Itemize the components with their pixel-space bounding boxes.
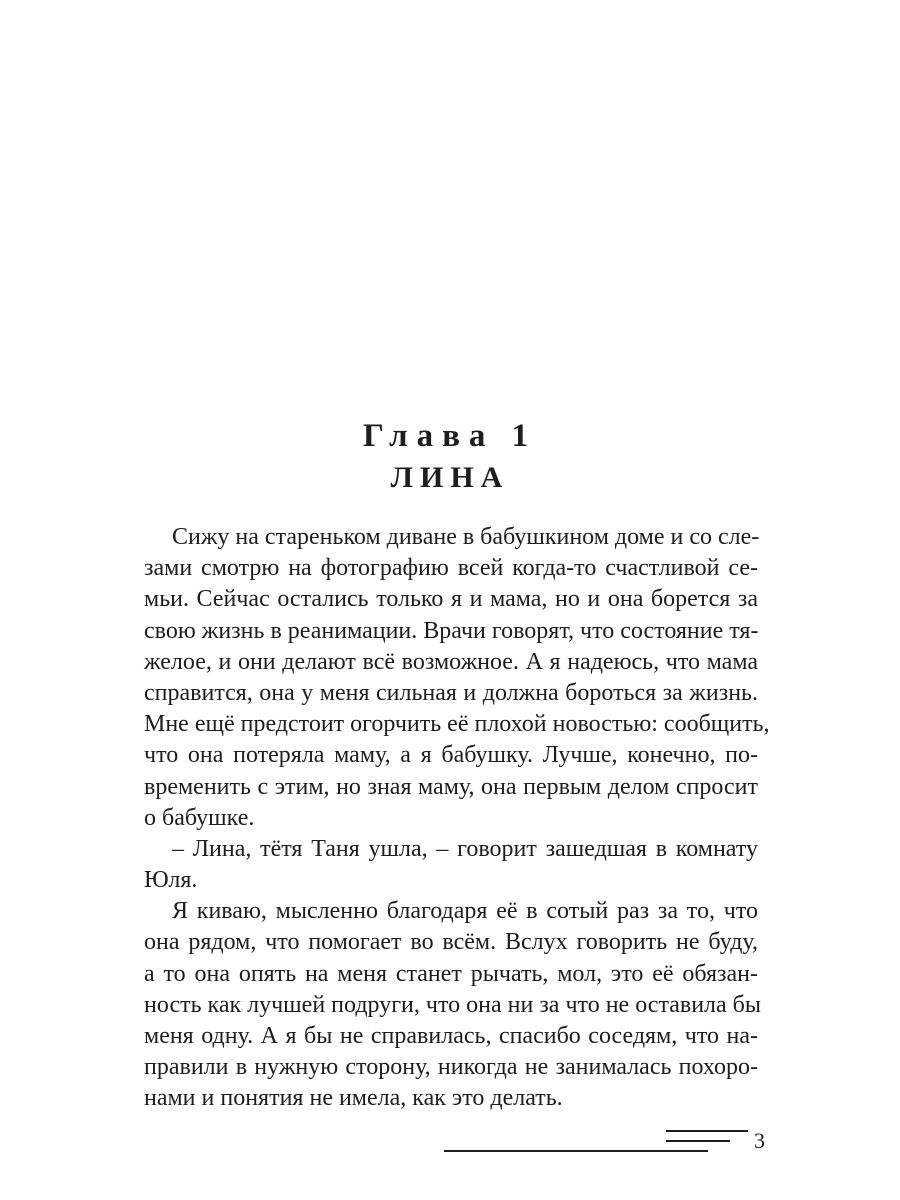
chapter-body [144,522,770,1115]
text-line: – Лина, тётя Таня ушла, – говорит зашедшая в комнату [172,835,758,862]
text-line: она рядом, что помогает во всём. Вслух говорить не буду, [144,929,758,956]
text-line: желое, и они делают всё возможное. А я надеюсь, что мама [144,648,758,675]
text-line: что она потеряла маму, а я бабушку. Лучше, конечно, по- [144,742,758,769]
footer-rule-top [666,1130,748,1132]
chapter-title: ЛИНА [390,461,510,494]
text-line: Юля. [144,867,198,894]
text-line: а то она опять на меня станет рычать, мол, это её обязан- [144,960,758,987]
text-line: меня одну. А я бы не справилась, спасибо соседям, что на- [144,1023,758,1049]
text-line: мьи. Сейчас остались только я и мама, но и она борется за [144,586,758,613]
text-line: нами и понятия не имела, как это делать. [144,1085,563,1112]
text-line: свою жизнь в реанимации. Врачи говорят, что состояние тя- [144,617,759,644]
text-line: Мне ещё предстоит огорчить её плохой новостью: сообщить, [144,711,770,738]
text-line: правили в нужную сторону, никогда не занималась похоро- [144,1054,758,1081]
text-line: ность как лучшей подруги, что она ни за что не оставила бы [144,991,762,1018]
text-line: справится, она у меня сильная и должна бороться за жизнь. [144,679,758,706]
text-line: о бабушке. [144,804,255,831]
text-line: Я киваю, мысленно благодаря её в сотый раз за то, что [172,898,758,925]
page-number: 3 [754,1128,765,1153]
footer-rule-bottom [444,1150,708,1152]
text-line: временить с этим, но зная маму, она первым делом спросит [144,773,758,800]
text-line: зами смотрю на фотографию всей когда-то счастливой се- [144,555,758,582]
text-line: Сижу на стареньком диване в бабушкином доме и со сле- [172,524,760,550]
chapter-heading: Глава 1 [362,418,538,454]
footer-rule-middle [666,1140,730,1142]
